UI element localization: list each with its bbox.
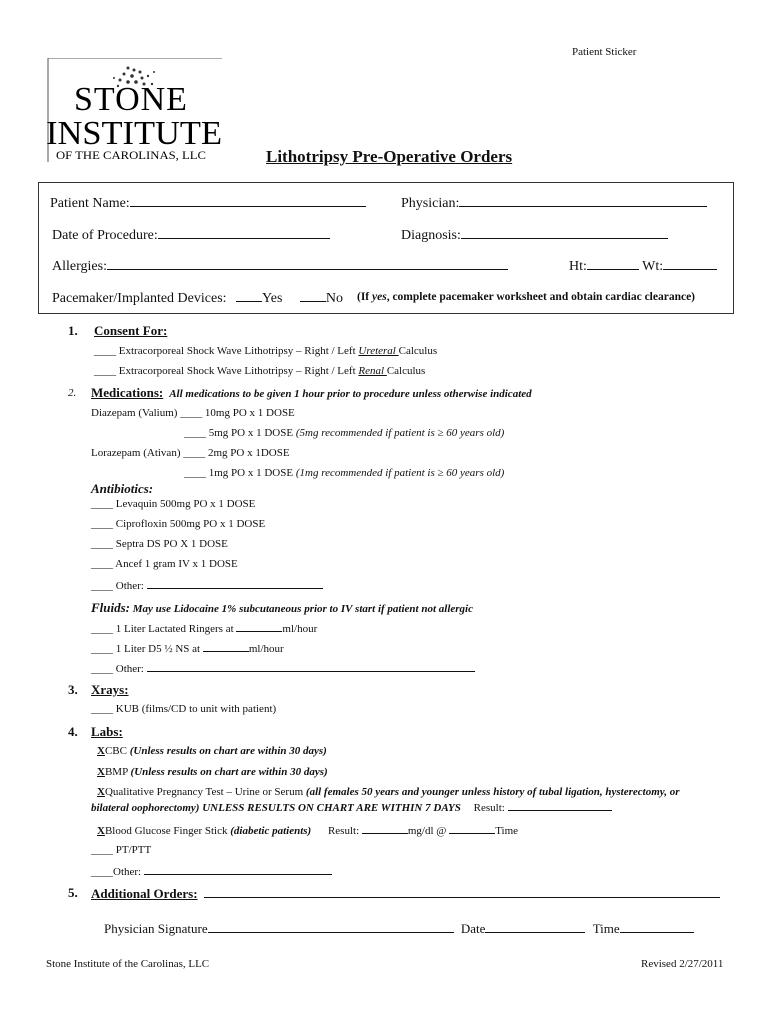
diagnosis-row <box>401 226 668 244</box>
abx-ancef[interactable]: ____ Ancef 1 gram IV x 1 DOSE <box>91 558 238 570</box>
abx-levaquin[interactable]: ____ Levaquin 500mg PO x 1 DOSE <box>91 498 256 510</box>
lab-glucose-time-label: Time <box>495 825 519 837</box>
fluid-lr-label: ____ 1 Liter Lactated Ringers at <box>91 623 237 635</box>
allergies-label: Allergies: <box>52 259 107 274</box>
lorazepam-1mg-note: (1mg recommended if patient is ≥ 60 years old) <box>295 467 505 479</box>
abx-other-field[interactable] <box>147 578 323 589</box>
pacemaker-note <box>357 291 695 303</box>
lab-pregnancy-note2: bilateral oophorectomy) UNLESS RESULTS ON CHART ARE WITHIN 7 DAYS <box>91 802 461 814</box>
lab-pregnancy-result-field[interactable] <box>508 800 612 811</box>
abx-ciprofloxin[interactable]: ____ Ciprofloxin 500mg PO x 1 DOSE <box>91 518 266 530</box>
logo-line1: STONE <box>74 81 188 118</box>
section-3-number: 3. <box>68 682 78 697</box>
fluids-title: Fluids: <box>91 600 131 615</box>
fluid-other[interactable] <box>91 661 475 675</box>
abx-septra[interactable]: ____ Septra DS PO X 1 DOSE <box>91 538 228 550</box>
logo-line3: OF THE CAROLINAS, LLC <box>56 148 206 162</box>
lab-glucose-value-field[interactable] <box>362 823 408 834</box>
footer-revised: Revised 2/27/2011 <box>641 958 724 970</box>
diagnosis-label: Diagnosis: <box>401 228 461 243</box>
footer-organization: Stone Institute of the Carolinas, LLC <box>46 958 210 970</box>
pacemaker-row <box>52 289 343 307</box>
consent-renal-post: Calculus <box>386 365 426 377</box>
pacemaker-yes-label: Yes <box>262 291 283 306</box>
lab-glucose-unit: mg/dl @ <box>407 825 450 837</box>
fluid-d5-rate[interactable] <box>203 641 249 652</box>
lab-glucose-note: (diabetic patients) <box>230 825 312 837</box>
abx-other[interactable] <box>91 578 323 592</box>
consent-renal-text: ____ Extracorporeal Shock Wave Lithotripsy – Right / Left <box>94 365 359 377</box>
patient-name-row <box>50 194 366 212</box>
physician-signature-field[interactable] <box>208 920 454 933</box>
lab-pregnancy-label: Qualitative Pregnancy Test – Urine or Serum <box>104 786 306 798</box>
section-3-title: Xrays: <box>91 682 129 697</box>
allergies-row <box>52 257 508 275</box>
lorazepam-2mg[interactable]: Lorazepam (Ativan) ____ 2mg PO x 1DOSE <box>91 447 290 459</box>
signature-row <box>104 920 694 937</box>
pacemaker-note-rest: , complete pacemaker worksheet and obtain cardiac clearance) <box>386 291 696 303</box>
lab-glucose-label: Blood Glucose Finger Stick <box>104 825 231 837</box>
stone-institute-logo <box>44 58 224 168</box>
medications-note: All medications to be given 1 hour prior to procedure unless otherwise indicated <box>169 388 532 400</box>
lab-pregnancy-line2 <box>91 800 612 814</box>
signature-time-label: Time <box>592 921 620 936</box>
wt-field[interactable] <box>663 257 717 270</box>
section-2-title: Medications: <box>91 385 164 400</box>
section-2-heading <box>91 384 532 402</box>
lorazepam-1mg-text: ____ 1mg PO x 1 DOSE <box>184 467 296 479</box>
fluid-lr-unit: ml/hour <box>282 623 318 635</box>
lab-glucose-time-field[interactable] <box>449 823 495 834</box>
section-1-number: 1. <box>68 323 78 338</box>
pacemaker-note-open: (If <box>357 291 373 303</box>
lab-glucose-check[interactable]: X <box>97 825 105 837</box>
lorazepam-1mg[interactable] <box>184 467 504 479</box>
consent-ureteral[interactable] <box>94 345 437 357</box>
physician-signature-label: Physician Signature <box>104 921 208 936</box>
ht-label: Ht: <box>569 259 587 274</box>
ht-field[interactable] <box>587 257 639 270</box>
section-5-title: Additional Orders: <box>91 886 198 901</box>
allergies-field[interactable] <box>107 257 508 270</box>
page-title: Lithotripsy Pre-Operative Orders <box>266 147 513 166</box>
lab-cbc-label: CBC <box>104 745 130 757</box>
lab-pregnancy-result-label: Result: <box>473 802 508 814</box>
consent-renal[interactable] <box>94 365 425 377</box>
consent-ureteral-post: Calculus <box>398 345 438 357</box>
xray-kub[interactable]: ____ KUB (films/CD to unit with patient) <box>91 703 277 715</box>
fluid-d5-ns[interactable] <box>91 641 284 655</box>
lab-other-field[interactable] <box>144 864 332 875</box>
lab-cbc-note: (Unless results on chart are within 30 days) <box>129 745 327 757</box>
logo-graphic <box>44 58 224 168</box>
physician-label: Physician: <box>401 196 460 211</box>
diazepam-5mg-text: ____ 5mg PO x 1 DOSE <box>184 427 296 439</box>
lab-pregnancy-check[interactable]: X <box>97 786 105 798</box>
section-4-title: Labs: <box>91 724 123 739</box>
lab-bmp-check[interactable]: X <box>97 766 105 778</box>
lab-pregnancy-note1: (all females 50 years and younger unless history of tubal ligation, hysterectomy, or <box>305 786 680 798</box>
physician-row <box>401 194 707 212</box>
diazepam-10mg[interactable]: Diazepam (Valium) ____ 10mg PO x 1 DOSE <box>91 407 295 419</box>
fluid-d5-unit: ml/hour <box>248 643 284 655</box>
section-4-number: 4. <box>68 724 78 739</box>
pacemaker-no-label: No <box>325 291 344 306</box>
pacemaker-no-blank[interactable] <box>300 289 326 302</box>
patient-name-field[interactable] <box>130 194 366 207</box>
section-5-number: 5. <box>68 885 78 900</box>
diagnosis-field[interactable] <box>461 226 668 239</box>
wt-label: Wt: <box>642 259 664 274</box>
date-label: Date of Procedure: <box>52 228 158 243</box>
lab-other[interactable] <box>91 864 332 878</box>
signature-date-field[interactable] <box>485 920 585 933</box>
fluid-lr-rate[interactable] <box>236 621 282 632</box>
lab-bmp[interactable] <box>91 766 328 778</box>
antibiotics-title: Antibiotics: <box>91 481 154 496</box>
lab-pregnancy[interactable] <box>91 786 680 798</box>
abx-other-label: ____ Other: <box>91 580 147 592</box>
consent-ureteral-text: ____ Extracorporeal Shock Wave Lithotripsy – Right / Left <box>94 345 359 357</box>
signature-date-label: Date <box>460 921 486 936</box>
diazepam-5mg[interactable] <box>184 427 504 439</box>
lab-glucose-result-label: Result: <box>327 825 362 837</box>
pacemaker-label: Pacemaker/Implanted Devices: <box>52 291 227 306</box>
patient-sticker-label: Patient Sticker <box>572 46 637 58</box>
diazepam-5mg-note: (5mg recommended if patient is ≥ 60 years old) <box>295 427 505 439</box>
section-2-number: 2. <box>68 387 77 399</box>
logo-line2: INSTITUTE <box>46 115 222 152</box>
lab-cbc-check[interactable]: X <box>97 745 105 757</box>
physician-field[interactable] <box>459 194 707 207</box>
signature-time-field[interactable] <box>620 920 694 933</box>
patient-name-label: Patient Name: <box>50 196 130 211</box>
lab-pt-ptt[interactable]: ____ PT/PTT <box>91 844 152 856</box>
fluids-note: May use Lidocaine 1% subcutaneous prior to IV start if patient not allergic <box>130 603 473 615</box>
pacemaker-yes-blank[interactable] <box>236 289 262 302</box>
additional-orders-row <box>91 885 720 902</box>
date-field[interactable] <box>158 226 330 239</box>
fluid-other-field[interactable] <box>147 661 475 672</box>
date-row <box>52 226 330 244</box>
fluid-d5-label: ____ 1 Liter D5 ½ NS at <box>91 643 203 655</box>
ht-wt-row <box>569 257 717 275</box>
pacemaker-note-yes: yes <box>372 291 387 303</box>
lab-glucose[interactable] <box>91 823 518 837</box>
fluid-other-label: ____ Other: <box>91 663 147 675</box>
lab-other-label: ____Other: <box>91 866 144 878</box>
lab-bmp-note: (Unless results on chart are within 30 days) <box>130 766 328 778</box>
additional-orders-field[interactable] <box>204 885 720 898</box>
consent-ureteral-word: Ureteral <box>358 345 399 357</box>
lab-bmp-label: BMP <box>104 766 131 778</box>
section-1-title: Consent For: <box>94 323 168 338</box>
consent-renal-word: Renal <box>358 365 387 377</box>
fluids-heading <box>91 599 473 617</box>
lab-cbc[interactable] <box>91 745 327 757</box>
fluid-lactated-ringers[interactable] <box>91 621 317 635</box>
